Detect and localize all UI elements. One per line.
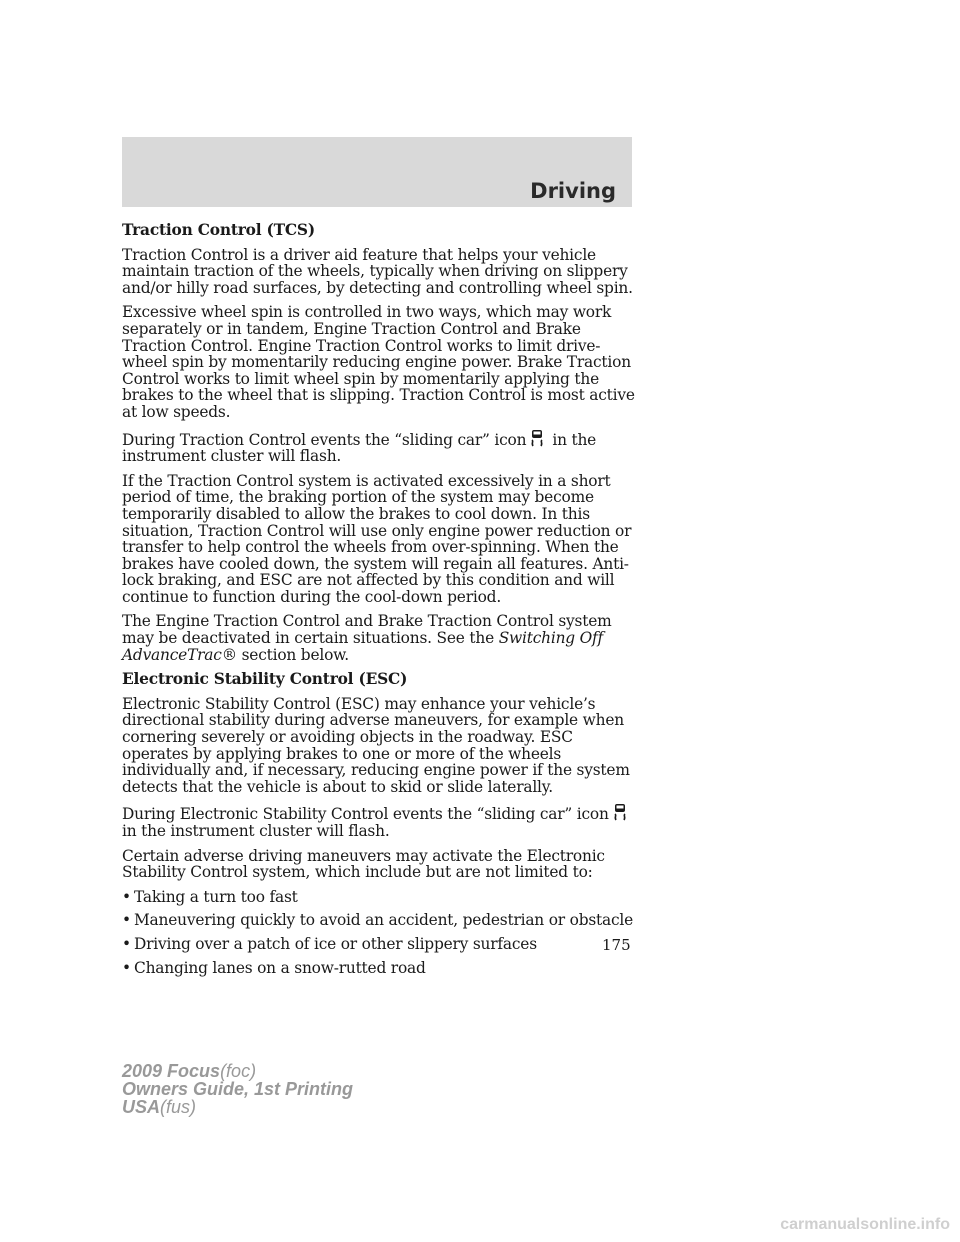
list-item: • Taking a turn too fast [122, 887, 298, 906]
list-item: • Changing lanes on a snow-rutted road [122, 958, 426, 977]
tcs-paragraph-5 [122, 613, 642, 663]
esc-p2-after: in the instrument cluster will flash. [122, 822, 390, 840]
bullet: • [122, 934, 131, 953]
esc-paragraph-2 [122, 803, 642, 839]
esc-heading: Electronic Stability Control (ESC) [122, 670, 408, 689]
tcs-p3-after: in the instrument cluster will flash. [122, 430, 597, 466]
tcs-p3-before: During Traction Control events the “sliding car” icon [122, 430, 527, 449]
tcs-p5-before: The Engine Traction Control and Brake Traction Control system may be deactivated in certain situations. See the [122, 612, 612, 648]
print-footer [122, 1062, 353, 1116]
esc-p2-before: During Electronic Stability Control events the “sliding car” icon [122, 805, 609, 824]
maneuver-list [122, 889, 642, 976]
footer-edition: Owners Guide, 1st Printing [122, 1079, 354, 1099]
bullet: • [122, 887, 131, 906]
list-item: • Maneuvering quickly to avoid an accident, pedestrian or obstacle [122, 911, 634, 930]
sliding-car-icon [611, 803, 629, 821]
tcs-p5-after: section below. [241, 645, 349, 664]
tcs-paragraph-4: If the Traction Control system is activated excessively in a short period of time, the braking portion of the system may become temporarily disabled to allow the brakes to cool down. In this situation, Traction Control will use only engine power reduction or transfer to help control the wheels from over-spinning. When the brakes have cooled down, the system will regain all features. Anti-lock braking, and ESC are not affected by this condition and will continue to function during the cool-down period. [122, 471, 632, 606]
section-header-band [122, 137, 632, 207]
esc-paragraph-1: Electronic Stability Control (ESC) may enhance your vehicle’s directional stability during adverse maneuvers, for example when cornering severely or avoiding objects in the roadway. ESC operates by applying brakes to one or more of the wheels individually and, if necessary, reducing engine power if the system detects that the vehicle is about to skid or slide laterally. [122, 694, 630, 796]
esc-paragraph-3: Certain adverse driving maneuvers may activate the Electronic Stability Control system, which include but are not limited to: [122, 846, 605, 882]
footer-region-code: (fus) [160, 1097, 197, 1117]
page-number: 175 [602, 936, 631, 954]
section-title: Driving [530, 179, 616, 203]
footer-model: 2009 Focus [122, 1061, 221, 1081]
bullet: • [122, 958, 131, 977]
footer-region: USA [122, 1097, 161, 1117]
bullet: • [122, 911, 131, 930]
tcs-heading: Traction Control (TCS) [122, 221, 315, 239]
footer-model-code: (foc) [220, 1061, 257, 1081]
tcs-paragraph-3 [122, 429, 642, 465]
tcs-paragraph-1: Traction Control is a driver aid feature that helps your vehicle maintain traction of the wheels, typically when driving on slippery and/or hilly road surfaces, by detecting and controlling wheel spin. [122, 245, 633, 297]
page-content [122, 222, 642, 983]
advancetrac-reference: Switching Off AdvanceTrac® [122, 629, 604, 664]
list-item: • Driving over a patch of ice or other slippery surfaces [122, 934, 537, 953]
tcs-paragraph-2: Excessive wheel spin is controlled in two ways, which may work separately or in tandem, Engine Traction Control and Brake Traction Control. Engine Traction Control works to limit drive-wheel spin by momentarily reducing engine power. Brake Traction Control works to limit wheel spin by momentarily applying the brakes to the wheel that is slipping. Traction Control is most active at low speeds. [122, 303, 635, 421]
sliding-car-icon [528, 429, 546, 447]
watermark: carmanualsonline.info [780, 1216, 950, 1233]
